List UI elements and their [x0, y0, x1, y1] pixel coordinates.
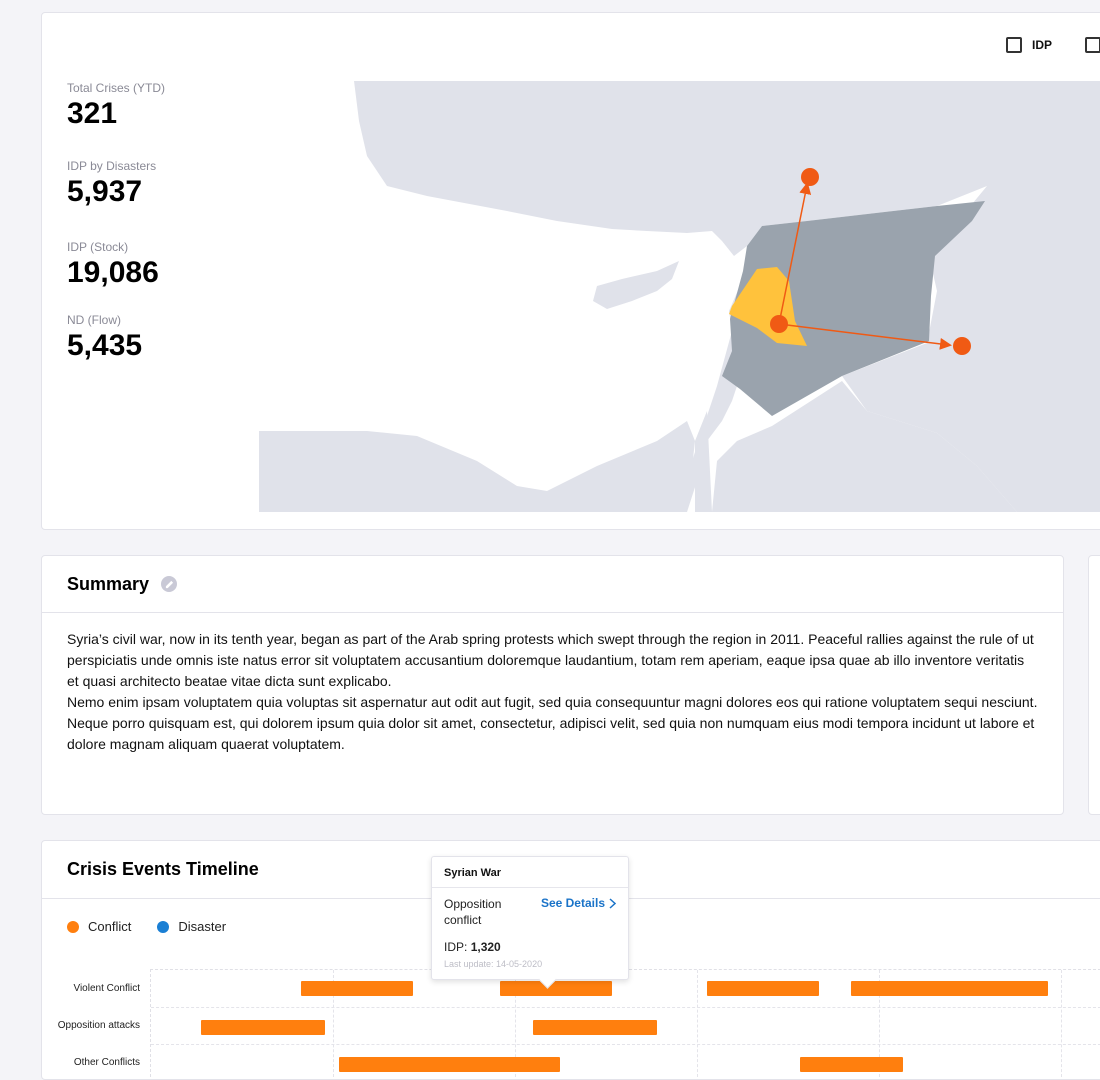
tooltip-idp-label: IDP:: [444, 940, 468, 954]
timeline-grid: [150, 969, 1100, 1080]
tooltip-idp: [444, 940, 501, 954]
tooltip-title: Syrian War: [432, 857, 628, 888]
destination-north[interactable]: [801, 168, 819, 186]
row-label-other-conflicts: Other Conflicts: [73, 1057, 140, 1068]
origin-point[interactable]: [770, 315, 788, 333]
stat-label: Total Crises (YTD): [67, 81, 166, 95]
crisis-map[interactable]: [217, 81, 1100, 512]
stat-value: 5,435: [67, 329, 143, 362]
stat-value: 19,086: [67, 256, 159, 289]
event-bar[interactable]: [533, 1020, 657, 1035]
event-bar[interactable]: [800, 1057, 903, 1072]
idp-toggle[interactable]: [1006, 37, 1052, 53]
see-details-link[interactable]: [541, 896, 616, 910]
event-tooltip: [431, 856, 629, 980]
event-bar[interactable]: [851, 981, 1048, 996]
stat-nd-flow: [67, 313, 142, 363]
legend-label: Conflict: [88, 919, 132, 934]
chevron-right-icon: [609, 898, 616, 909]
summary-title: Summary: [67, 573, 150, 594]
legend-disaster[interactable]: [157, 919, 226, 934]
conflict-dot-icon: [67, 921, 79, 933]
stat-label: IDP by Disasters: [67, 159, 157, 173]
row-label-opposition-attacks: Opposition attacks: [57, 1020, 140, 1031]
idp-checkbox[interactable]: [1006, 37, 1022, 53]
stat-label: IDP (Stock): [67, 240, 129, 254]
event-bar-selected[interactable]: [500, 981, 612, 996]
stat-value: 321: [67, 97, 118, 130]
summary-header: [42, 556, 1063, 613]
idp-checkbox-label: IDP: [1032, 38, 1053, 52]
summary-paragraph: Syria’s civil war, now in its tenth year, began as part of the Arab spring protests which swept through the region in 2011. Peaceful rallies against the rule of ut perspiciatis unde omnis iste natus error sit voluptatem accusantium doloremque laudantium, totam rem aperiam, eaque ipsa quae ab illo inventore veritatis et quasi architecto beatae vitae dicta sunt explicabo.: [67, 631, 1034, 689]
stat-label: ND (Flow): [67, 313, 121, 327]
destination-east[interactable]: [953, 337, 971, 355]
land-egypt: [259, 421, 695, 512]
legend-label: Disaster: [178, 919, 227, 934]
side-card: [1088, 555, 1100, 815]
map-card: [41, 12, 1100, 530]
summary-body: [42, 613, 1063, 771]
legend-conflict[interactable]: [67, 919, 131, 934]
stat-idp-stock: [67, 240, 159, 290]
event-bar[interactable]: [707, 981, 819, 996]
see-details-label: See Details: [540, 896, 605, 910]
second-checkbox[interactable]: [1085, 37, 1100, 53]
tooltip-idp-value: 1,320: [470, 940, 501, 954]
row-label-violent-conflict: Violent Conflict: [73, 983, 140, 994]
event-bar[interactable]: [301, 981, 413, 996]
event-bar[interactable]: [201, 1020, 325, 1035]
stat-total-crises: [67, 81, 165, 131]
stat-value: 5,937: [67, 175, 143, 208]
tooltip-last-update: Last update: 14-05-2020: [444, 959, 543, 969]
event-bar[interactable]: [339, 1057, 560, 1072]
timeline-legend: [67, 919, 226, 934]
summary-paragraph: Nemo enim ipsam voluptatem quia voluptas sit aspernatur aut odit aut fugit, sed quia consequuntur magni dolores eos qui ratione voluptatem sequi nesciunt. Neque porro quisquam est, qui dolorem ipsum quia dolor sit amet, consectetur, adipisci velit, sed quia non numquam eius modi tempora incidunt ut labore et dolore magnam aliquam quaerat voluptatem.: [67, 694, 1038, 752]
summary-card: [41, 555, 1064, 815]
second-toggle[interactable]: [1085, 37, 1100, 53]
disaster-dot-icon: [157, 921, 169, 933]
pencil-icon[interactable]: [161, 576, 177, 592]
land-cyprus: [593, 261, 679, 309]
tooltip-event-type: Opposition conflict: [444, 897, 502, 927]
stat-idp-disasters: [67, 159, 156, 209]
timeline-title: Crisis Events Timeline: [67, 859, 259, 879]
